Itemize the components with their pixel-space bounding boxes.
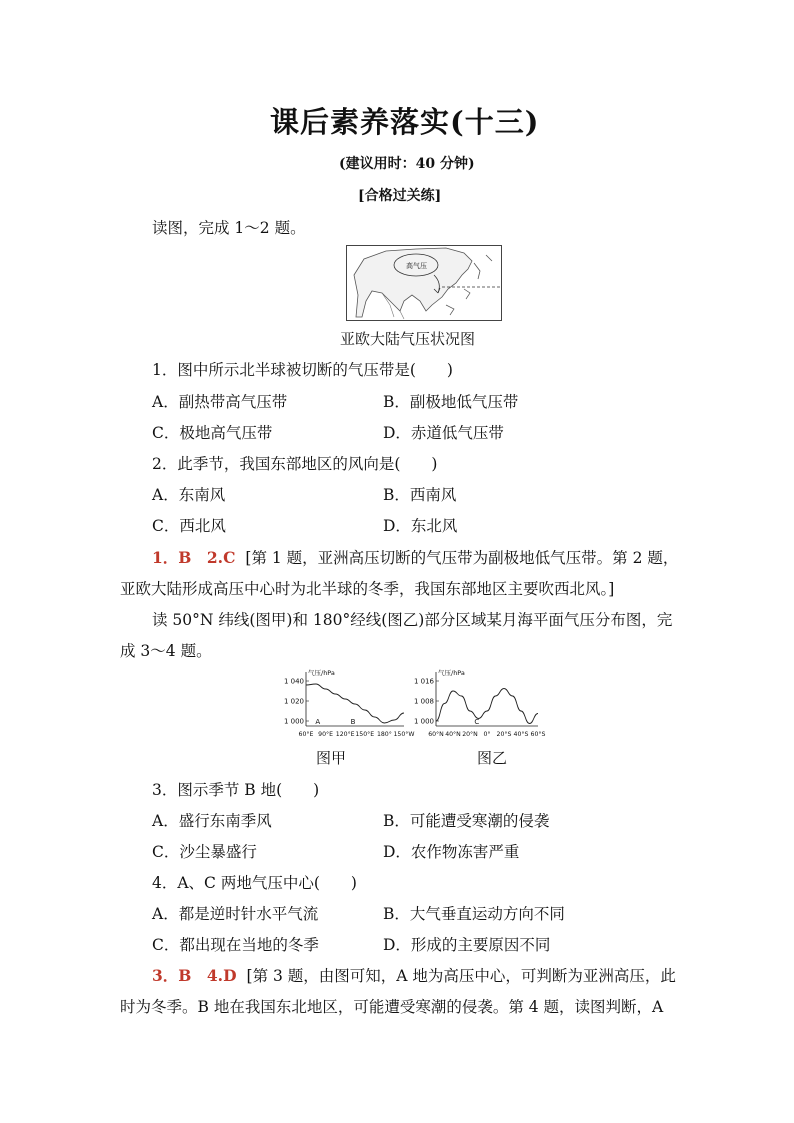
y-tick-label: 1 040 [283, 677, 304, 686]
answer-key-1-2: 1．B 2.C [152, 548, 236, 567]
question-1-stem: 1．图中所示北半球被切断的气压带是( ) [152, 361, 453, 379]
x-tick-label: 60°E [298, 731, 314, 738]
x-tick-label: 40°N [445, 731, 461, 738]
x-tick-label: 150°W [393, 731, 415, 738]
answer-3-4-line2: 时为冬季。B 地在我国东北地区，可能遭受寒潮的侵袭。第 4 题，读图判断，A [120, 998, 664, 1016]
q2-option-a: A．东南风 [152, 486, 226, 504]
x-tick-label: 90°E [318, 731, 334, 738]
page-title: 课后素养落实(十三) [270, 105, 540, 139]
q1-option-a: A．副热带高气压带 [152, 393, 288, 411]
annotation-b: B [350, 718, 356, 726]
chart-jia [276, 668, 415, 740]
time-note: (建议用时：40 分钟) [339, 156, 475, 172]
q1-option-c: C．极地高气压带 [152, 424, 273, 442]
question-2-stem: 2．此季节，我国东部地区的风向是( ) [152, 455, 438, 473]
answer-1-2-line2: 亚欧大陆形成高压中心时为北半球的冬季，我国东部地区主要吹西北风。] [120, 580, 615, 598]
annotation-c: C [474, 718, 480, 726]
y-axis-label: 气压/hPa [308, 669, 335, 677]
section-heading: [合格过关练] [358, 188, 442, 204]
y-tick-label: 1 000 [283, 717, 304, 726]
q2-option-b: B．西南风 [383, 486, 457, 504]
intro-text-2-line1: 读 50°N 纬线(图甲)和 180°经线(图乙)部分区域某月海平面气压分布图，完 [152, 611, 673, 629]
x-tick-label: 60°S [530, 731, 546, 738]
y-axis-label: 气压/hPa [438, 669, 465, 677]
question-3-stem: 3．图示季节 B 地( ) [152, 781, 320, 799]
map-label-high-pressure: 高气压 [406, 262, 427, 270]
q2-option-c: C．西北风 [152, 517, 226, 535]
chart-yi [406, 668, 544, 740]
x-tick-label: 180° [376, 731, 392, 738]
q2-option-d: D．东北风 [383, 517, 458, 535]
q4-option-a: A．都是逆时针水平气流 [152, 905, 319, 923]
q3-option-c: C．沙尘暴盛行 [152, 843, 257, 861]
x-tick-label: 20°S [496, 731, 512, 738]
y-tick-label: 1 016 [413, 677, 434, 686]
x-tick-label: 20°N [462, 731, 478, 738]
intro-text-2-line2: 成 3～4 题。 [120, 642, 212, 660]
q3-option-d: D．农作物冻害严重 [383, 843, 520, 861]
q4-option-c: C．都出现在当地的冬季 [152, 936, 319, 954]
answer-key-3-4: 3．B 4.D [152, 966, 237, 985]
x-tick-label: 40°S [513, 731, 529, 738]
x-tick-label: 150°E [355, 731, 375, 738]
eurasia-pressure-map [346, 245, 502, 321]
q4-option-b: B．大气垂直运动方向不同 [383, 905, 565, 923]
answer-1-2-line1 [152, 546, 678, 568]
x-tick-label: 60°N [428, 731, 444, 738]
y-tick-label: 1 020 [283, 697, 304, 706]
answer-explanation-1-2: [第 1 题，亚洲高压切断的气压带为副极地低气压带。第 2 题， [245, 549, 679, 567]
q1-option-b: B．副极地低气压带 [383, 393, 519, 411]
pressure-curve [436, 689, 538, 724]
annotation-a: A [315, 718, 321, 726]
chart-yi-caption: 图乙 [477, 749, 508, 767]
answer-explanation-3-4: [第 3 题，由图可知，A 地为高压中心，可判断为亚洲高压，此 [246, 967, 676, 985]
q3-option-a: A．盛行东南季风 [152, 812, 272, 830]
q4-option-d: D．形成的主要原因不同 [383, 936, 551, 954]
x-tick-label: 120°E [335, 731, 355, 738]
map-caption: 亚欧大陆气压状况图 [340, 330, 476, 348]
q1-option-d: D．赤道低气压带 [383, 424, 504, 442]
intro-text-1: 读图，完成 1～2 题。 [152, 219, 306, 237]
y-tick-label: 1 000 [413, 717, 434, 726]
x-tick-label: 0° [483, 731, 491, 738]
answer-3-4-line1 [152, 964, 676, 986]
question-4-stem: 4．A、C 两地气压中心( ) [152, 874, 357, 892]
q3-option-b: B．可能遭受寒潮的侵袭 [383, 812, 550, 830]
chart-jia-caption: 图甲 [316, 749, 347, 767]
y-tick-label: 1 008 [413, 697, 434, 706]
